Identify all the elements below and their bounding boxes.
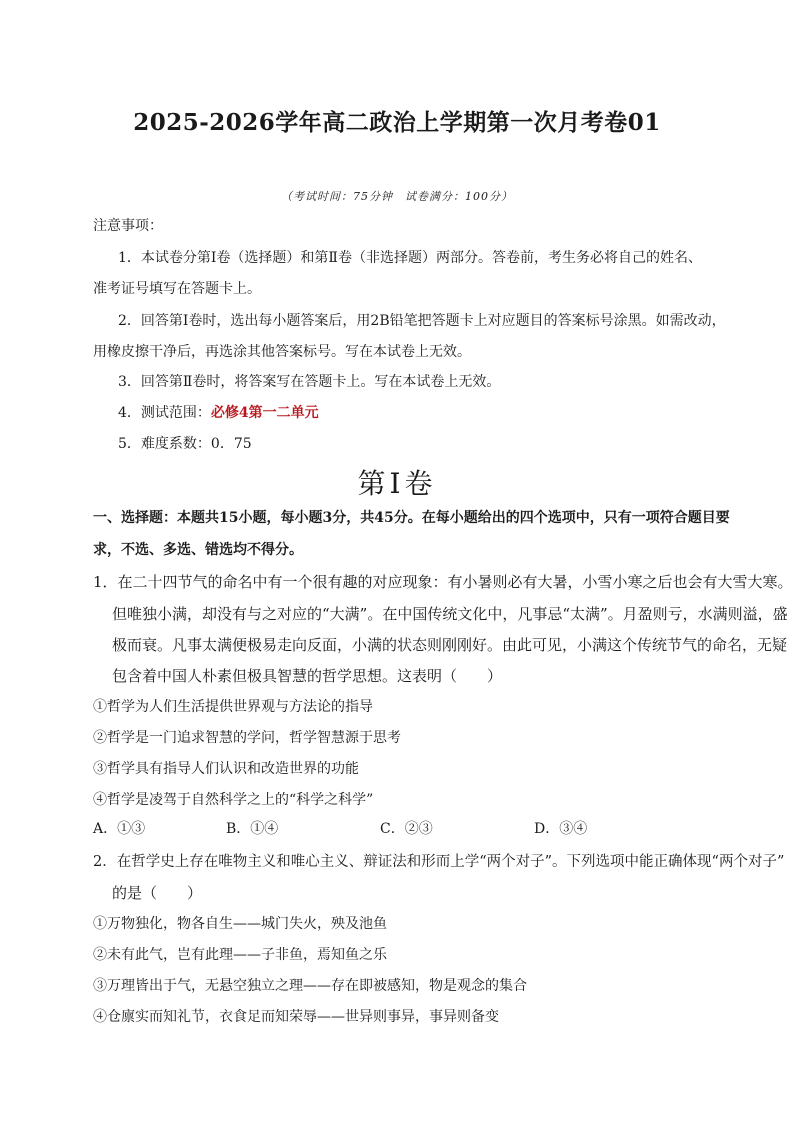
question-2-option-2: ②未有此气，岂有此理——子非鱼，焉知鱼之乐	[93, 947, 387, 963]
exam-time-info: （考试时间：75分钟 试卷满分：100分）	[281, 190, 513, 203]
question-1-stem-line2: 但唯独小满，却没有与之对应的“大满”。在中国传统文化中，凡事忌“太满”。月盈则亏，水满则溢，盛	[112, 605, 788, 623]
choice-c[interactable]: C．②③	[380, 821, 433, 837]
notice-heading: 注意事项：	[93, 218, 163, 234]
section-title: 第Ⅰ卷	[357, 467, 437, 500]
question-1-option-1: ①哲学为人们生活提供世界观与方法论的指导	[93, 699, 373, 715]
question-1-stem-line4: 包含着中国人朴素但极具智慧的哲学思想。这表明（ ）	[112, 667, 503, 685]
notice-item-5: 5．难度系数：0．75	[118, 436, 252, 452]
question-1-option-2: ②哲学是一门追求智慧的学问，哲学智慧源于思考	[93, 730, 401, 746]
question-1-option-3: ③哲学具有指导人们认识和改造世界的功能	[93, 761, 359, 777]
choice-b[interactable]: B．①④	[226, 821, 279, 837]
exam-title: 2025-2026学年高二政治上学期第一次月考卷01	[133, 109, 661, 136]
notice-item-1-cont: 准考证号填写在答题卡上。	[93, 281, 261, 297]
question-2-option-1: ①万物独化，物各自生——城门失火，殃及池鱼	[93, 916, 387, 932]
choice-a[interactable]: A．①③	[93, 821, 146, 837]
notice-item-4	[118, 403, 319, 423]
notice-item-3: 3．回答第Ⅱ卷时，将答案写在答题卡上。写在本试卷上无效。	[118, 374, 501, 390]
notice-item-2-cont: 用橡皮擦干净后，再选涂其他答案标号。写在本试卷上无效。	[93, 344, 471, 360]
question-2-option-3: ③万理皆出于气，无悬空独立之理——存在即被感知，物是观念的集合	[93, 978, 527, 994]
notice-item-4-label: 4．测试范围：	[118, 405, 211, 421]
question-2-option-4: ④仓廪实而知礼节，衣食足而知荣辱——世异则事异，事异则备变	[93, 1009, 499, 1025]
section-instructions: 一、选择题：本题共15小题，每小题3分，共45分。在每小题给出的四个选项中，只有一项符合题目要	[93, 510, 730, 526]
question-1-option-4: ④哲学是凌驾于自然科学之上的“科学之科学”	[93, 792, 374, 808]
section-instructions-cont: 求，不选、多选、错选均不得分。	[93, 542, 303, 558]
question-2-stem-line2: 的是（ ）	[112, 884, 203, 902]
question-1-stem-line3: 极而衰。凡事太满便极易走向反面，小满的状态则刚刚好。由此可见，小满这个传统节气的命名，无疑	[112, 636, 788, 654]
question-1-stem: 1．在二十四节气的命名中有一个很有趣的对应现象：有小暑则必有大暑，小雪小寒之后也会有大雪大寒。	[93, 573, 793, 591]
question-1-choices	[93, 818, 693, 838]
choice-d[interactable]: D．③④	[534, 821, 588, 837]
question-2-stem: 2．在哲学史上存在唯物主义和唯心主义、辩证法和形而上学“两个对子”。下列选项中能正确体现“两个对子”	[93, 854, 785, 870]
test-scope: 必修4第一二单元	[210, 405, 319, 421]
notice-item-1: 1．本试卷分第Ⅰ卷（选择题）和第Ⅱ卷（非选择题）两部分。答卷前，考生务必将自己的姓名、	[118, 250, 702, 266]
notice-item-2: 2．回答第Ⅰ卷时，选出每小题答案后，用2B铅笔把答题卡上对应题目的答案标号涂黑。如需改动，	[118, 313, 726, 329]
